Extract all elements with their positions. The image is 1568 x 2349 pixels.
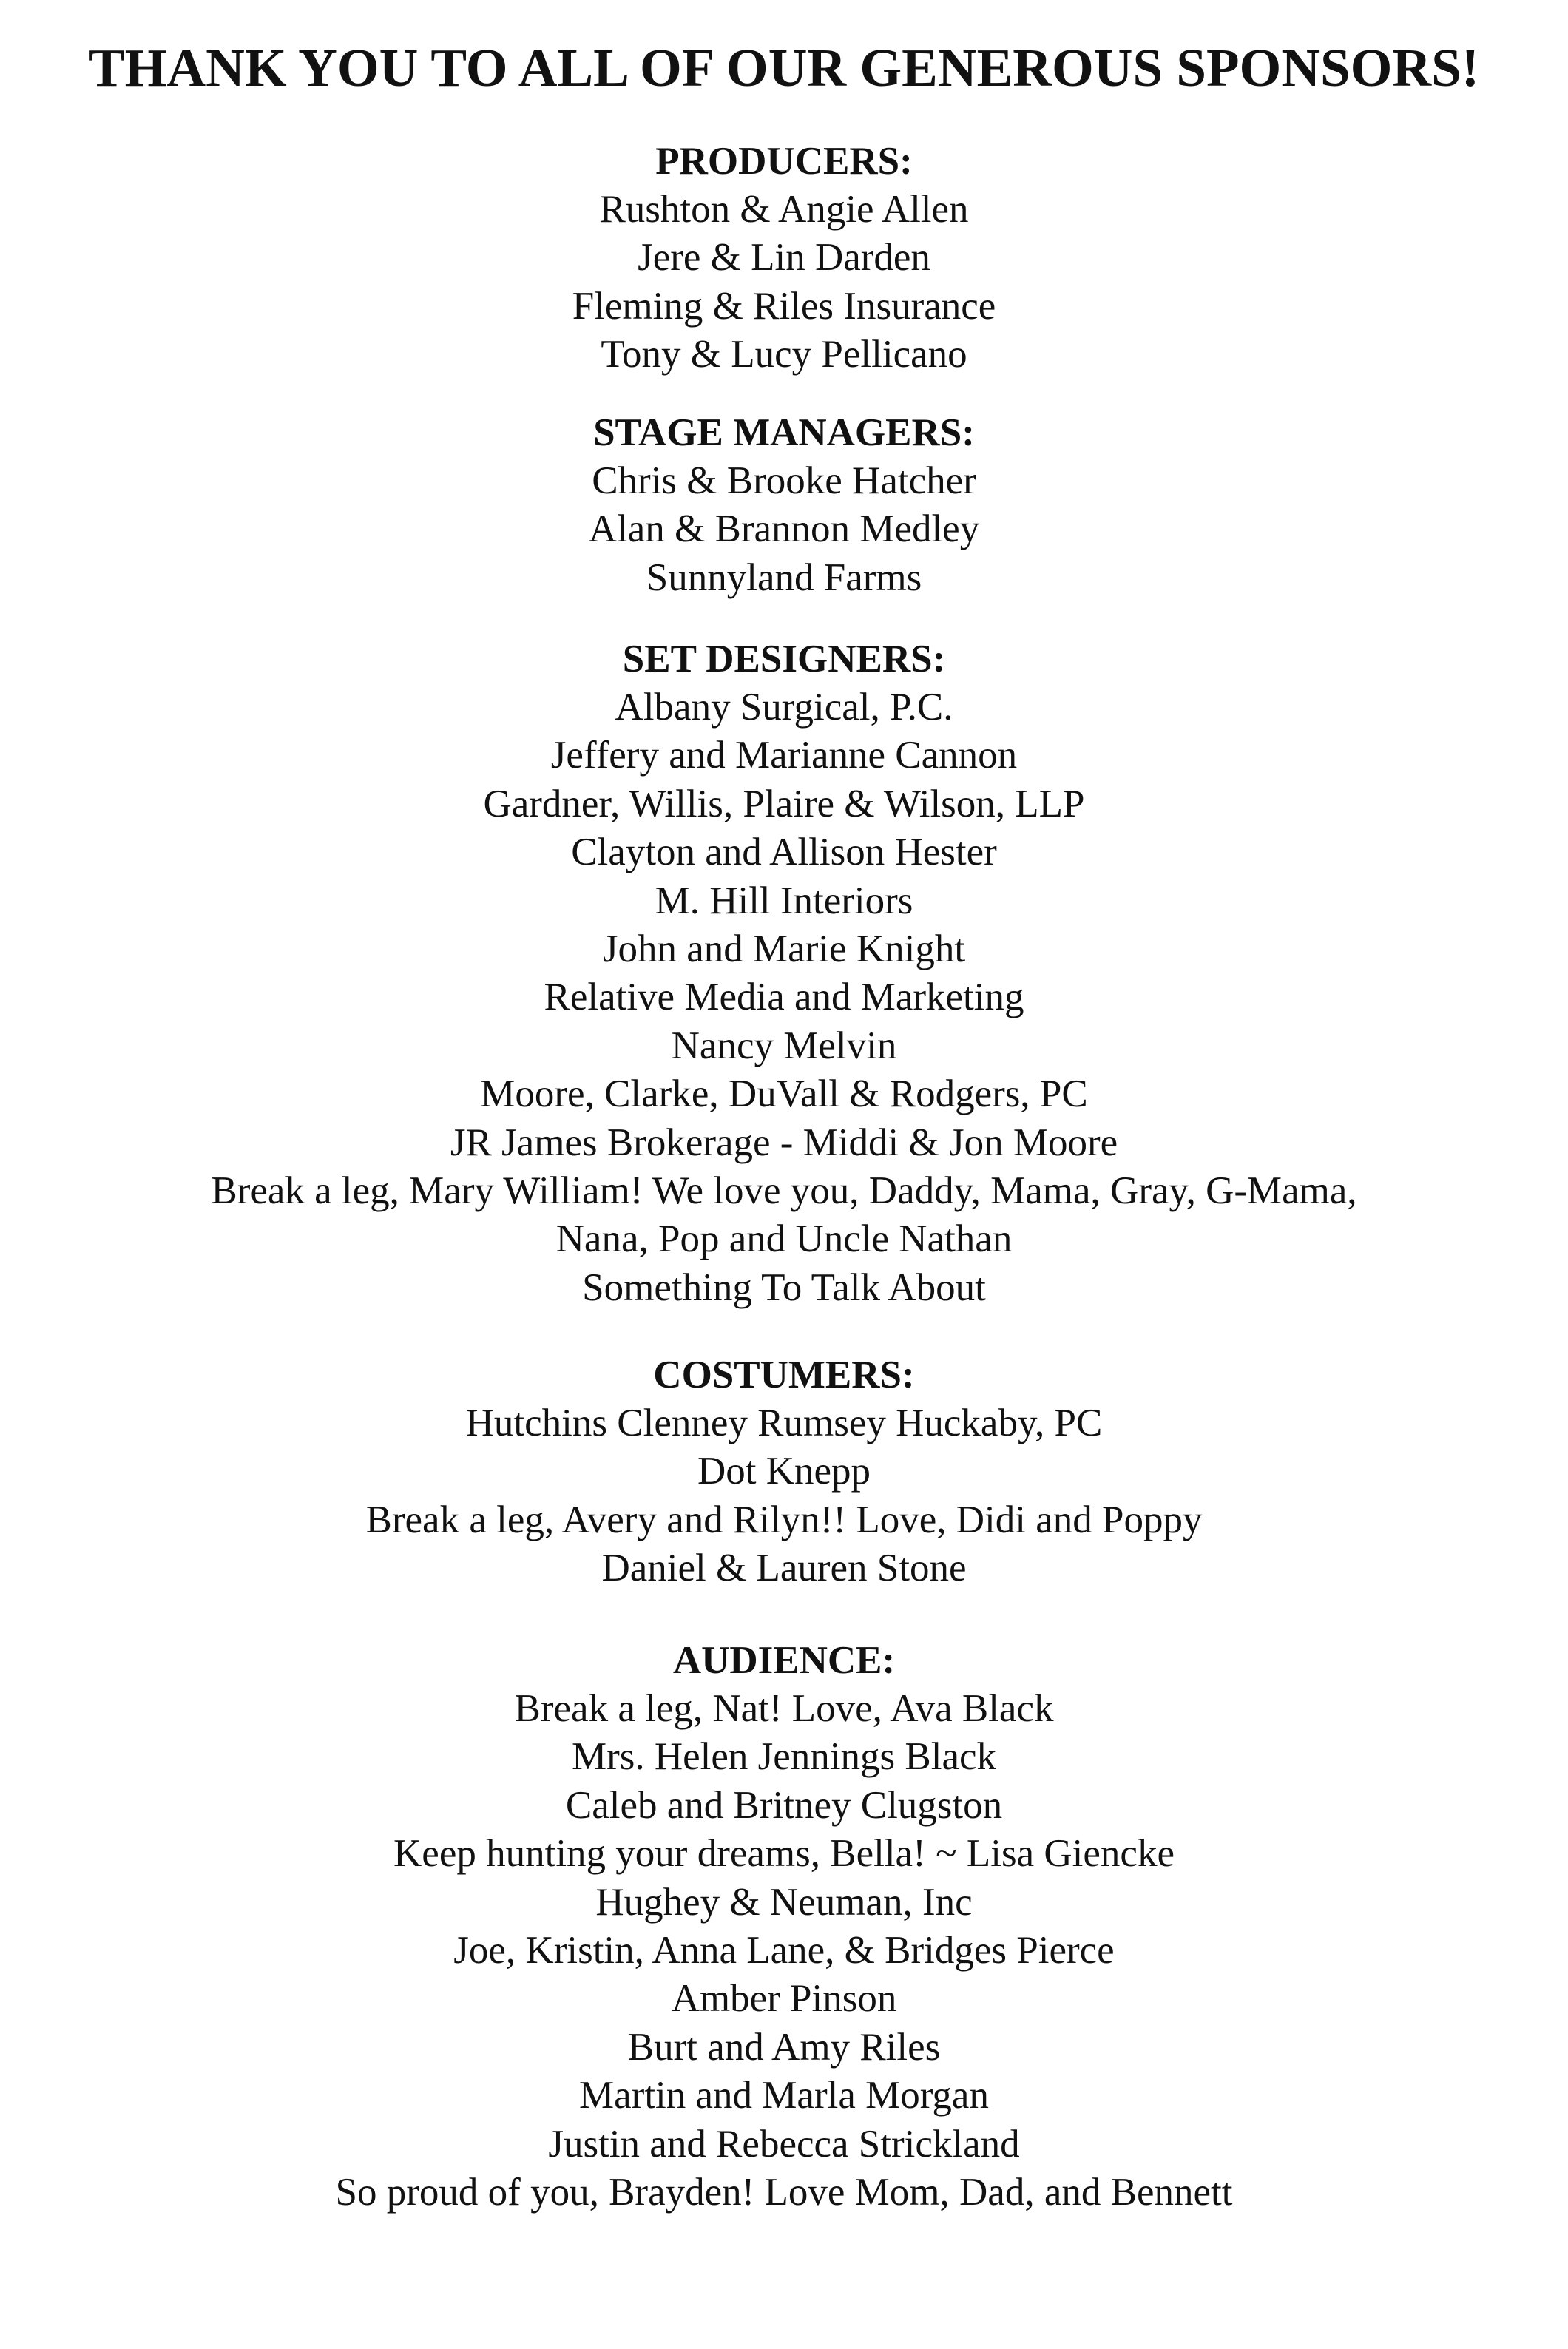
costumers-list (0, 1399, 1568, 1593)
sponsor-line: Caleb and Britney Clugston (565, 1783, 1003, 1827)
sponsor-line: Nancy Melvin (671, 1024, 897, 1067)
section-costumers (0, 1351, 1568, 1593)
section-producers (0, 137, 1568, 379)
section-stage-managers (0, 408, 1568, 602)
section-set-designers (0, 635, 1568, 1312)
sponsor-line: Break a leg, Nat! Love, Ava Black (514, 1687, 1054, 1730)
sponsor-line: Clayton and Allison Hester (571, 831, 997, 874)
sponsor-line: Gardner, Willis, Plaire & Wilson, LLP (483, 782, 1085, 825)
section-heading-producers: PRODUCERS: (655, 140, 913, 183)
sponsor-line: Something To Talk About (582, 1265, 986, 1309)
section-heading-costumers: COSTUMERS: (653, 1353, 915, 1396)
sponsor-line: Dot Knepp (697, 1450, 871, 1493)
sponsor-line: Albany Surgical, P.C. (615, 686, 953, 729)
sponsor-line: Tony & Lucy Pellicano (601, 333, 967, 376)
sponsor-line: Martin and Marla Morgan (579, 2074, 989, 2118)
sponsor-line: Nana, Pop and Uncle Nathan (555, 1217, 1013, 1261)
sponsor-line: Chris & Brooke Hatcher (592, 459, 976, 502)
sponsor-line: Break a leg, Avery and Rilyn!! Love, Didi and Poppy (365, 1498, 1203, 1541)
sponsor-line: Hutchins Clenney Rumsey Huckaby, PC (465, 1402, 1103, 1444)
sponsor-line: Jere & Lin Darden (638, 236, 930, 280)
section-heading-audience: AUDIENCE: (672, 1639, 896, 1682)
set-designers-list (0, 683, 1568, 1312)
sponsor-line: Rushton & Angie Allen (599, 188, 969, 231)
page-title: THANK YOU TO ALL OF OUR GENEROUS SPONSORS! (88, 38, 1480, 98)
sponsor-line: Joe, Kristin, Anna Lane, & Bridges Pierce (453, 1928, 1115, 1972)
sponsor-line: John and Marie Knight (602, 927, 966, 970)
sponsor-line: Moore, Clarke, DuVall & Rodgers, PC (480, 1072, 1088, 1116)
sponsor-line: Amber Pinson (671, 1977, 897, 2021)
sponsor-line: Relative Media and Marketing (544, 976, 1024, 1019)
sponsor-line: Burt and Amy Riles (627, 2025, 941, 2069)
sponsor-line: Hughey & Neuman, Inc (595, 1880, 973, 1924)
section-audience (0, 1636, 1568, 2217)
sponsor-line: Justin and Rebecca Strickland (548, 2122, 1020, 2166)
audience-list (0, 1685, 1568, 2217)
sponsor-line: Keep hunting your dreams, Bella! ~ Lisa Giencke (393, 1832, 1175, 1876)
sponsor-line: Fleming & Riles Insurance (572, 284, 996, 328)
sponsor-line: Mrs. Helen Jennings Black (571, 1735, 997, 1779)
sponsor-line: Break a leg, Mary William! We love you, Daddy, Mama, Gray, G-Mama, (211, 1169, 1357, 1212)
sponsor-line: M. Hill Interiors (655, 879, 913, 922)
stage-managers-list (0, 457, 1568, 602)
sponsor-line: So proud of you, Brayden! Love Mom, Dad, and Bennett (335, 2170, 1233, 2214)
section-heading-stage-managers: STAGE MANAGERS: (593, 411, 975, 454)
section-heading-set-designers: SET DESIGNERS: (622, 638, 946, 680)
sponsor-line: Jeffery and Marianne Cannon (550, 734, 1018, 777)
sponsor-line: Daniel & Lauren Stone (601, 1547, 967, 1590)
sponsor-line: Sunnyland Farms (646, 555, 922, 599)
sponsor-line: Alan & Brannon Medley (588, 507, 980, 551)
sponsor-line: JR James Brokerage - Middi & Jon Moore (450, 1121, 1118, 1164)
producers-list (0, 186, 1568, 379)
